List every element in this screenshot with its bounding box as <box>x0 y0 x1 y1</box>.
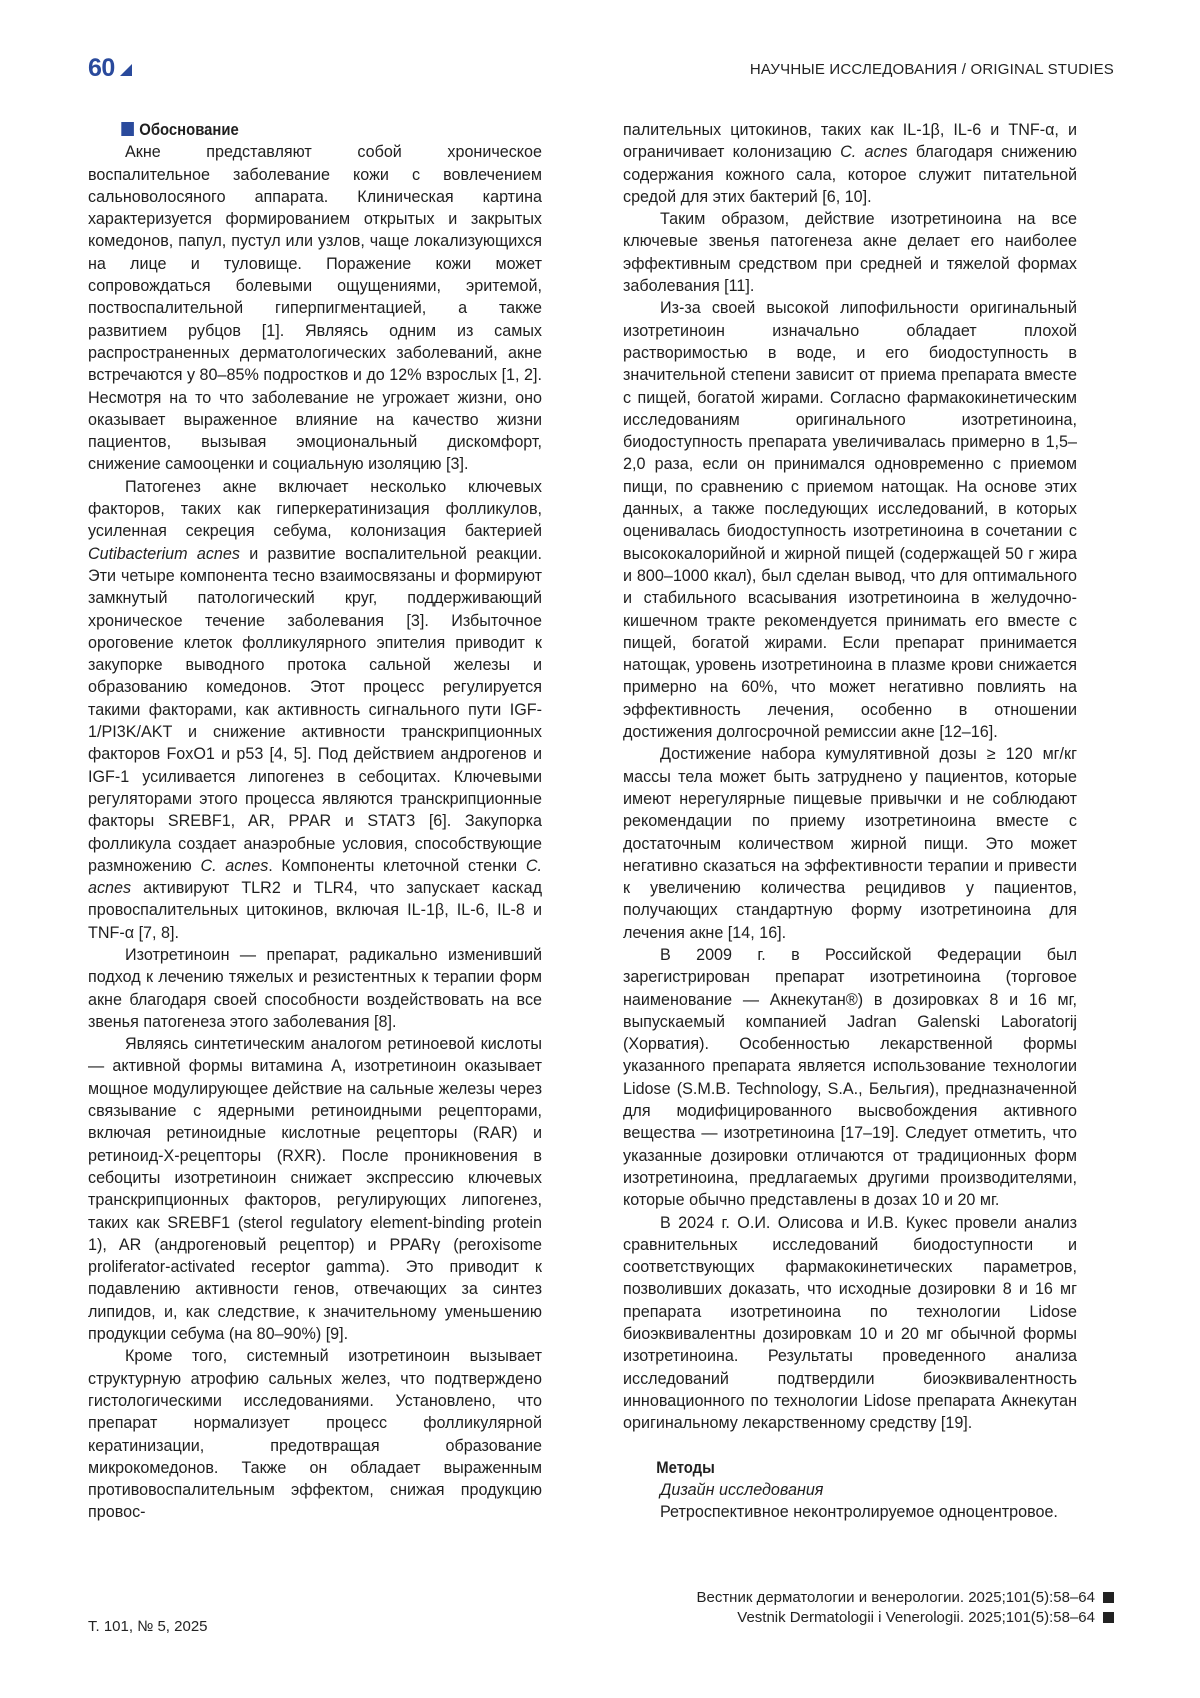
citation-en: Vestnik Dermatologii i Venerologii. 2025;101(5):58–64 <box>737 1609 1095 1626</box>
paragraph: Таким образом, действие изотретиноина на все ключевые звенья патогенеза акне делает его наиболее эффективным средством при средней и тяжелой формах заболевания [11]. <box>623 210 1077 296</box>
running-title: НАУЧНЫЕ ИССЛЕДОВАНИЯ / ORIGINAL STUDIES <box>749 61 1114 78</box>
paragraph: Акне представляют собой хроническое воспалительное заболевание кожи с вовлечением сальноволосяного аппарата. Клиническая картина характеризуется формированием открытых и закрытых комедонов, папул, пустул или узлов, чаще локализующихся на лице и туловище. Поражение кожи может сопровождаться болевыми ощущениями, эритемой, поствоспалительной гиперпигментацией, а также развитием рубцов [1]. Являясь одним из самых распространенных дерматологических заболеваний, акне встречаются у 80–85% подростков и до 12% взрослых [1, 2]. Несмотря на то что заболевание не угрожает жизни, оно оказывает выраженное влияние на качество жизни пациентов, вызывая эмоциональный дискомфорт, снижение самооценки и социальную изоляцию [3]. <box>88 143 542 474</box>
paragraph: Из-за своей высокой липофильности оригинальный изотретиноин изначально обладает плохой растворимостью в воде, и его биодоступность в значительной степени зависит от приема препарата вместе с пищей, богатой жирами. Согласно фармакокинетическим исследованиям оригинального изотретиноина, биодоступность препарата увеличивалась примерно в 1,5–2,0 раза, если он принимался одновременно с приемом пищи, по сравнению с приемом натощак. На основе этих данных, а также последующих исследований, в которых оценивалась биодоступность изотретиноина в сочетании с высококалорийной и жирной пищей (содержащей 50 г жира и 800–1000 ккал), был сделан вывод, что для оптимального и стабильного всасывания изотретиноина в желудочно-кишечном тракте рекомендуется принимать его вместе с пищей, богатой жирами. Если препарат принимается натощак, уровень изотретиноина в плазме крови снижается примерно на 60%, что может негативно повлиять на эффективность лечения, особенно в отношении достижения долгосрочной ремиссии акне [12–16]. <box>623 299 1077 742</box>
left-column <box>88 119 542 1524</box>
issue-info: Т. 101, № 5, 2025 <box>88 1618 208 1635</box>
paragraph-continued: палительных цитокинов, таких как IL-1β, IL-6 и TNF-α, и ограничивает колонизацию C. acnes благодаря снижению содержания кожного сала, которое служит питательной средой для этих бактерий [6, 10]. <box>623 121 1077 206</box>
section-square-icon <box>121 122 134 136</box>
paragraph: В 2009 г. в Российской Федерации был зарегистрирован препарат изотретиноина (торговое наименование — Акнекутан®) в дозировках 8 и 16 мг, выпускаемый компанией Jadran Galenski Laboratorij (Хорватия). Особенностью лекарственной формы указанного препарата является использование технологии Lidose (S.M.B. Technology, S.A., Бельгия), предназначенной для модифицированного высвобождения активного вещества — изотретиноина [17–19]. Следует отметить, что указанные дозировки отличаются от традиционных форм изотретиноина, предлагаемых другими производителями, которые обычно представлены в дозах 10 и 20 мг. <box>623 945 1077 1210</box>
citation-ru-line <box>696 1588 1114 1608</box>
citation-square-icon <box>1103 1592 1114 1603</box>
paragraph: Являясь синтетическим аналогом ретиноевой кислоты — активной формы витамина А, изотретиноин оказывает мощное модулирующее действие на сальные железы через связывание с ядерными ретиноидными рецепторами, включая ретиноидные кислотные рецепторы (RAR) и ретиноид-X-рецепторы (RXR). После проникновения в себоциты изотретиноин снижает экспрессию ключевых транскрипционных факторов, регулирующих липогенез, таких как SREBF1 (sterol regulatory element-binding protein 1), AR (андрогеновый рецептор) и PPARγ (peroxisome proliferator-activated receptor gamma). Это приводит к подавлению активности генов, отвечающих за синтез липидов, и, как следствие, к значительному уменьшению продукции себума (на 80–90%) [9]. <box>88 1035 542 1344</box>
section-heading-text: Обоснование <box>139 121 239 139</box>
page-number <box>88 54 132 83</box>
journal-citation <box>696 1588 1114 1628</box>
page-corner-icon <box>120 64 132 76</box>
paragraph: В 2024 г. О.И. Олисова и И.В. Кукес провели анализ сравнительных исследований биодоступности и соответствующих фармакокинетических параметров, позволивших доказать, что исходные дозировки 8 и 16 мг препарата изотретиноина по технологии Lidose биоэквивалентны дозировкам 10 и 20 мг обычной формы изотретиноина. Результаты проведенного анализа исследований подтвердили биоэквивалентность инновационного по технологии Lidose препарата Акнекутан оригинальному лекарственному средству [19]. <box>623 1213 1077 1433</box>
page-number-text: 60 <box>88 54 115 82</box>
paragraph: Ретроспективное неконтролируемое одноцентровое. <box>660 1503 1058 1522</box>
citation-ru: Вестник дерматологии и венерологии. 2025;101(5):58–64 <box>696 1589 1095 1606</box>
citation-square-icon <box>1103 1612 1114 1623</box>
paragraph: Патогенез акне включает несколько ключевых факторов, таких как гиперкератинизация фолликулов, усиленная секреция себума, колонизация бактерией Cutibacterium acnes и развитие воспалительной реакции. Эти четыре компонента тесно взаимосвязаны и формируют замкнутый патологический круг, поддерживающий хроническое течение заболевания [3]. Избыточное ороговение клеток фолликулярного эпителия приводит к закупорке выводного протока сальной железы и образованию комедонов. Этот процесс регулируется такими факторами, как активность сигнального пути IGF-1/PI3K/AKT и снижение активности транскрипционных факторов FoxO1 и p53 [4, 5]. Под действием андрогенов и IGF-1 усиливается липогенез в себоцитах. Ключевыми регуляторами этого процесса являются транскрипционные факторы SREBF1, AR, PPAR и STAT3 [6]. Закупорка фолликула создает анаэробные условия, способствующие размножению C. acnes. Компоненты клеточной стенки C. acnes активируют TLR2 и TLR4, что запускает каскад провоспалительных цитокинов, включая IL-1β, IL-6, IL-8 и TNF-α [7, 8]. <box>88 477 542 942</box>
paragraph: Изотретиноин — препарат, радикально изменивший подход к лечению тяжелых и резистентных к терапии форм акне благодаря своей способности воздействовать на все звенья патогенеза этого заболевания [8]. <box>88 945 542 1031</box>
citation-en-line <box>696 1608 1114 1628</box>
paragraph: Кроме того, системный изотретиноин вызывает структурную атрофию сальных желез, что подтверждено гистологическими исследованиями. Установлено, что препарат нормализует процесс фолликулярной кератинизации, предотвращая образование микрокомедонов. Также он обладает выраженным противовоспалительным эффектом, снижая продукцию провос- <box>88 1347 542 1522</box>
section-heading-rationale <box>88 119 497 141</box>
paragraph: Достижение набора кумулятивной дозы ≥ 120 мг/кг массы тела может быть затруднено у пациентов, которые имеют нерегулярные пищевые привычки и не соблюдают рекомендации по приему изотретиноина вместе с достаточным количеством жирной пищи. Это может негативно сказаться на эффективности терапии и привести к увеличению количества рецидивов у пациентов, получающих стандартную форму изотретиноина для лечения акне [14, 16]. <box>623 745 1077 942</box>
right-column <box>623 119 1077 1523</box>
section-heading-methods: Методы <box>656 1458 715 1477</box>
subsection-heading-design: Дизайн исследования <box>660 1480 824 1499</box>
